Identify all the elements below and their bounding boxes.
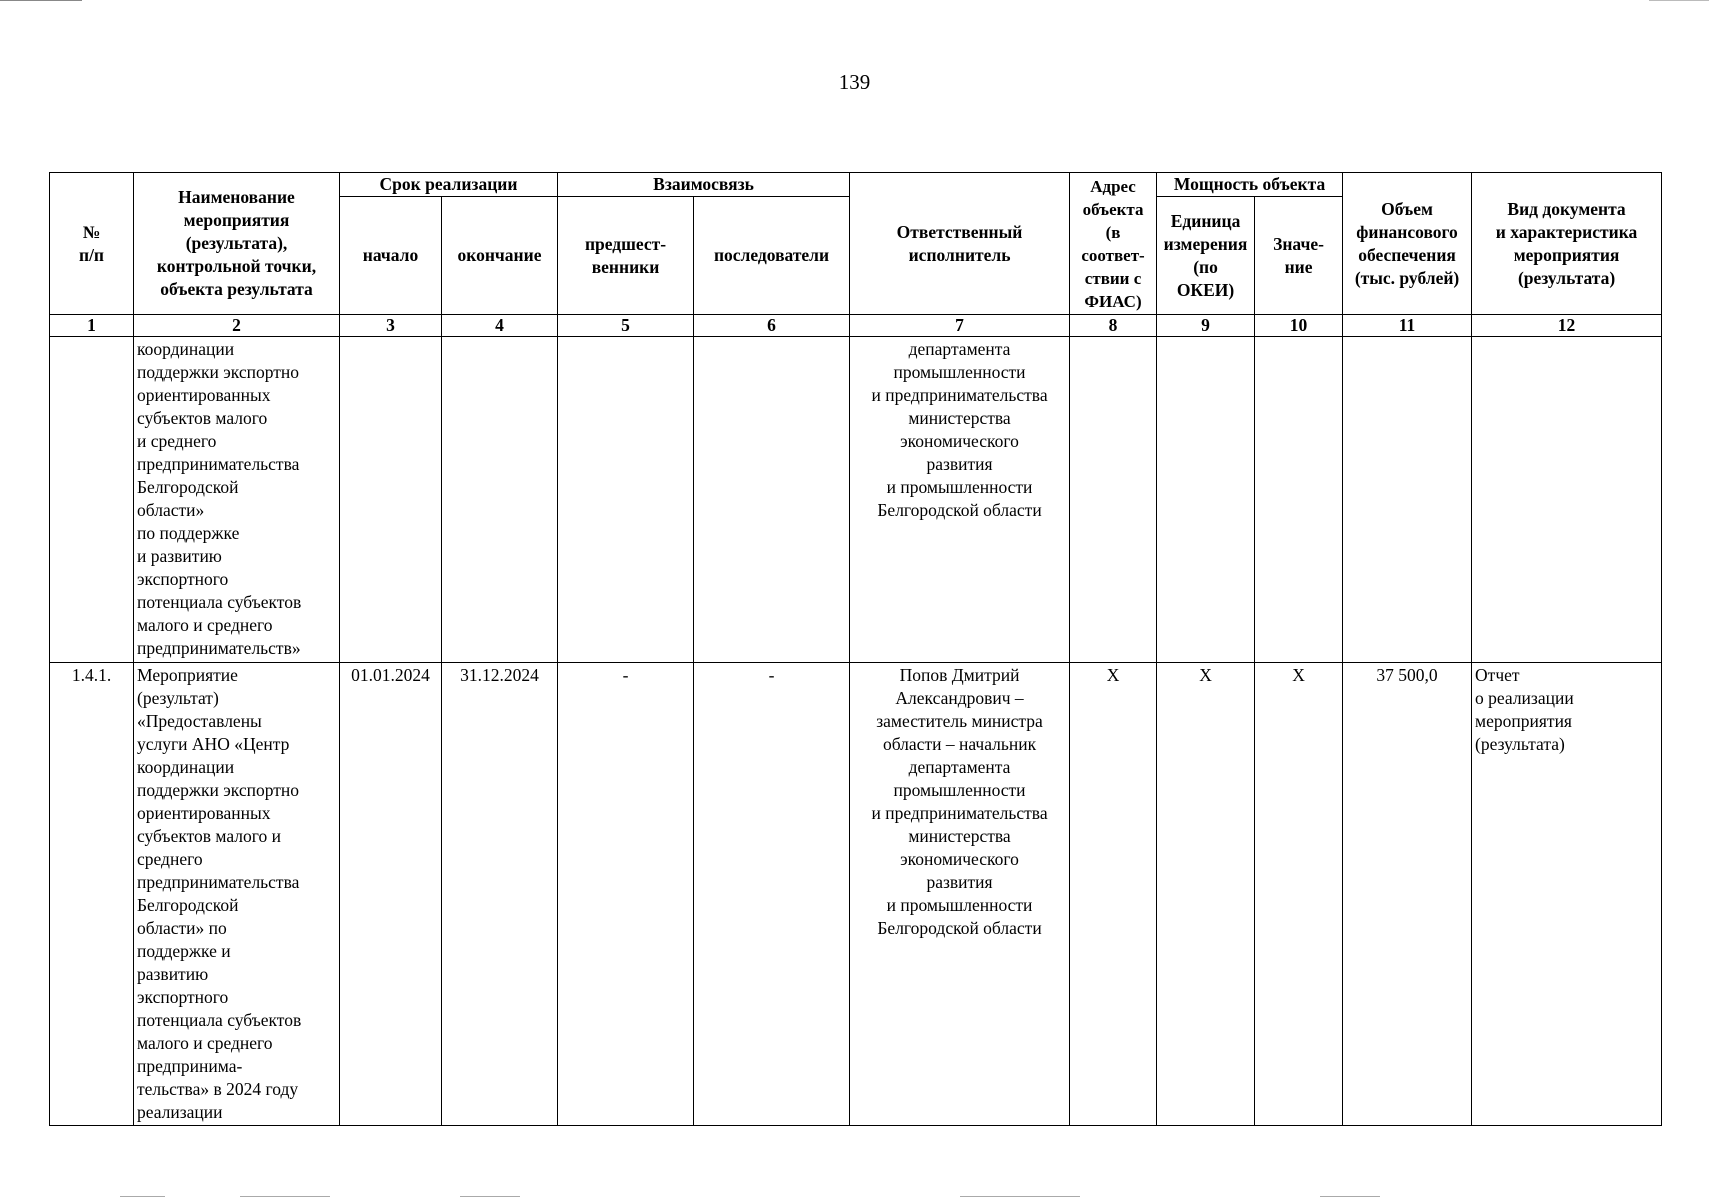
column-number: 2: [134, 315, 340, 337]
table-row: [50, 337, 1662, 663]
text-line: исполнитель: [908, 244, 1011, 265]
text-line: Ответственный: [896, 221, 1023, 242]
header-row-1: [50, 173, 1662, 197]
scan-edge-line: [1320, 1196, 1380, 1197]
header-name: [134, 173, 340, 315]
text-line: по поддержке: [137, 523, 240, 543]
text-line: развития: [926, 454, 993, 474]
text-line: экспортного: [137, 569, 229, 589]
row-start: [340, 337, 442, 663]
header-number: [50, 173, 134, 315]
column-number: 4: [442, 315, 558, 337]
column-number: 6: [694, 315, 850, 337]
scan-edge-line: [0, 0, 82, 1]
row-number: 1.4.1.: [50, 663, 134, 1126]
text-line: области»: [137, 500, 205, 520]
header-group-capacity: Мощность объекта: [1157, 173, 1343, 197]
text-line: п/п: [78, 244, 105, 265]
row-end: 31.12.2024: [442, 663, 558, 1126]
row-responsible: [850, 663, 1070, 1126]
row-predecessors: [558, 337, 694, 663]
text-line: заместитель министра: [876, 711, 1043, 731]
text-line: ние: [1284, 256, 1313, 277]
scan-edge-line: [1649, 0, 1709, 1]
text-line: Объем: [1381, 198, 1433, 219]
row-name: [134, 663, 340, 1126]
scan-edge-line: [960, 1196, 1080, 1197]
text-line: департамента: [908, 339, 1011, 359]
column-number: 12: [1472, 315, 1662, 337]
text-line: ориентированных: [137, 385, 271, 405]
header-end: окончание: [442, 197, 558, 315]
text-line: и предпринимательства: [871, 385, 1048, 405]
text-line: субъектов малого: [137, 408, 268, 428]
text-line: и развитию: [137, 546, 222, 566]
header-unit: [1157, 197, 1255, 315]
text-line: ОКЕИ): [1176, 279, 1235, 300]
text-line: (результата): [1475, 734, 1565, 754]
text-line: предпринимательства: [137, 454, 300, 474]
table-row: [50, 663, 1662, 1126]
text-line: контрольной точки,: [156, 256, 317, 276]
text-line: Единица: [1170, 210, 1241, 231]
text-line: Попов Дмитрий: [899, 665, 1020, 685]
text-line: области – начальник: [882, 734, 1037, 754]
text-line: и среднего: [137, 431, 217, 451]
text-line: тельства» в 2024 году: [137, 1079, 299, 1099]
text-line: мероприятия: [183, 210, 290, 230]
row-number: [50, 337, 134, 663]
text-line: услуги АНО «Центр: [137, 734, 290, 754]
text-line: Белгородской: [137, 477, 239, 497]
text-line: измерения: [1163, 233, 1248, 254]
column-number: 1: [50, 315, 134, 337]
text-line: ствии с: [1084, 268, 1142, 288]
text-line: мероприятия: [1513, 244, 1620, 265]
text-line: (в: [1105, 222, 1121, 242]
scan-edge-line: [460, 1196, 520, 1197]
text-line: Белгородской области: [877, 500, 1042, 520]
text-line: Отчет: [1475, 665, 1520, 685]
header-finance: [1343, 173, 1472, 315]
row-name: [134, 337, 340, 663]
text-line: ФИАС): [1084, 291, 1142, 311]
column-number: 8: [1070, 315, 1157, 337]
text-line: потенциала субъектов: [137, 1010, 302, 1030]
text-line: (результат): [137, 688, 219, 708]
text-line: Адрес: [1090, 176, 1136, 196]
text-line: (результата): [1517, 267, 1616, 288]
text-line: экспортного: [137, 987, 229, 1007]
header-start: начало: [340, 197, 442, 315]
row-finance: [1343, 337, 1472, 663]
row-value: [1255, 337, 1343, 663]
column-number: 9: [1157, 315, 1255, 337]
text-line: Белгородской: [137, 895, 239, 915]
text-line: среднего: [137, 849, 203, 869]
text-line: и предпринимательства: [871, 803, 1048, 823]
header-responsible: [850, 173, 1070, 315]
row-start: 01.01.2024: [340, 663, 442, 1126]
row-document: [1472, 663, 1662, 1126]
text-line: Значе-: [1273, 233, 1324, 254]
text-line: министерства: [908, 826, 1011, 846]
text-line: и промышленности: [886, 895, 1033, 915]
page-number: 139: [838, 70, 871, 94]
text-line: (результата),: [185, 233, 288, 253]
header-group-term: Срок реализации: [340, 173, 558, 197]
text-line: Белгородской области: [877, 918, 1042, 938]
text-line: промышленности: [893, 780, 1026, 800]
row-end: [442, 337, 558, 663]
text-line: экономического: [900, 849, 1019, 869]
text-line: координации: [137, 757, 235, 777]
text-line: предпринимательства: [137, 872, 300, 892]
text-line: министерства: [908, 408, 1011, 428]
row-document: [1472, 337, 1662, 663]
text-line: субъектов малого и: [137, 826, 282, 846]
header-document: [1472, 173, 1662, 315]
text-line: и характеристика: [1495, 221, 1638, 242]
text-line: «Предоставлены: [137, 711, 262, 731]
row-successors: [694, 337, 850, 663]
header-predecessors: [558, 197, 694, 315]
text-line: департамента: [908, 757, 1011, 777]
text-line: предпринимательств»: [137, 638, 301, 658]
text-line: экономического: [900, 431, 1019, 451]
text-line: предпринима-: [137, 1056, 243, 1076]
text-line: малого и среднего: [137, 615, 273, 635]
text-line: (тыс. рублей): [1354, 267, 1460, 288]
text-line: потенциала субъектов: [137, 592, 302, 612]
text-line: Александрович –: [895, 688, 1024, 708]
text-line: финансового: [1356, 221, 1458, 242]
text-line: венники: [591, 256, 660, 277]
text-line: развитию: [137, 964, 209, 984]
text-line: развития: [926, 872, 993, 892]
column-numbers-row: [50, 315, 1662, 337]
text-line: №: [82, 221, 101, 242]
text-line: поддержки экспортно: [137, 780, 300, 800]
events-table: [49, 172, 1662, 1126]
text-line: объекта: [1082, 199, 1144, 219]
text-line: предшест-: [584, 233, 667, 254]
text-line: соответ-: [1081, 245, 1145, 265]
header-address: [1070, 173, 1157, 315]
row-predecessors: -: [558, 663, 694, 1126]
row-address: [1070, 337, 1157, 663]
row-unit: [1157, 337, 1255, 663]
text-line: области» по: [137, 918, 227, 938]
row-finance: 37 500,0: [1343, 663, 1472, 1126]
text-line: о реализации: [1475, 688, 1574, 708]
column-number: 5: [558, 315, 694, 337]
column-number: 7: [850, 315, 1070, 337]
column-number: 10: [1255, 315, 1343, 337]
column-number: 3: [340, 315, 442, 337]
scan-edge-line: [120, 1196, 165, 1197]
text-line: реализации: [137, 1102, 223, 1122]
header-group-link: Взаимосвязь: [558, 173, 850, 197]
row-address: Х: [1070, 663, 1157, 1126]
text-line: Мероприятие: [137, 665, 238, 685]
text-line: и промышленности: [886, 477, 1033, 497]
text-line: поддержке и: [137, 941, 231, 961]
text-line: Вид документа: [1507, 198, 1626, 219]
header-successors: последователи: [694, 197, 850, 315]
text-line: координации: [137, 339, 235, 359]
text-line: (по: [1193, 256, 1218, 277]
row-value: Х: [1255, 663, 1343, 1126]
text-line: объекта результата: [160, 279, 313, 299]
text-line: ориентированных: [137, 803, 271, 823]
header-value: [1255, 197, 1343, 315]
row-unit: Х: [1157, 663, 1255, 1126]
text-line: малого и среднего: [137, 1033, 273, 1053]
text-line: промышленности: [893, 362, 1026, 382]
row-responsible: [850, 337, 1070, 663]
text-line: Наименование: [178, 187, 295, 207]
row-successors: -: [694, 663, 850, 1126]
column-number: 11: [1343, 315, 1472, 337]
text-line: обеспечения: [1358, 244, 1456, 265]
scan-edge-line: [240, 1196, 330, 1197]
text-line: мероприятия: [1475, 711, 1572, 731]
text-line: поддержки экспортно: [137, 362, 300, 382]
